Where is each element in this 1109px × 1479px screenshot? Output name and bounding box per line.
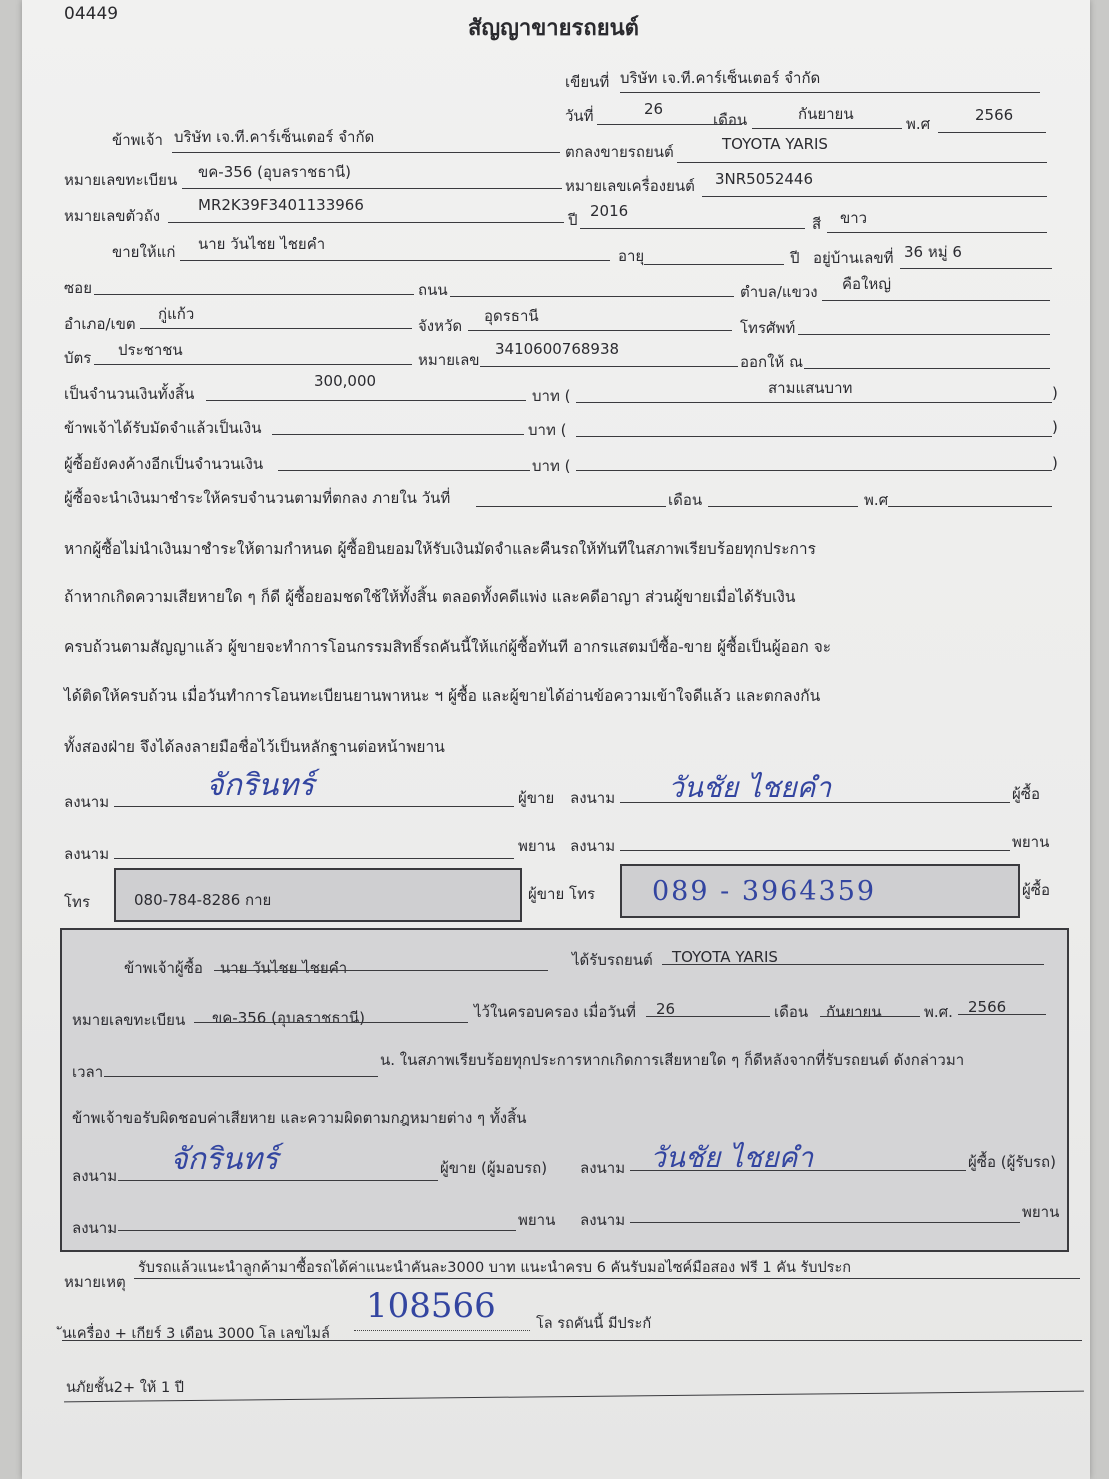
house-label: อยู่บ้านเลขที่ (813, 249, 894, 267)
receipt-condition-text: น. ในสภาพเรียบร้อยทุกประการหากเกิดการเสียหายใด ๆ ก็ดีหลังจากที่รับรถยนต์ ดังกล่าวมา (380, 1051, 965, 1069)
receipt-month: กันยายน (826, 1003, 882, 1021)
receipt-seller-signature: จักรินทร์ (170, 1142, 279, 1177)
road-label: ถนน (418, 281, 448, 299)
receipt-year: 2566 (968, 998, 1007, 1016)
seller-phone: 080-784-8286 กาย (134, 891, 272, 909)
deposit-label: ข้าพเจ้าได้รับมัดจำแล้วเป็นเงิน (64, 419, 262, 437)
plate-label: หมายเลขทะเบียน (64, 171, 178, 189)
age-unit: ปี (790, 249, 800, 267)
receipt-buyer-signature: วันชัย ไชยคำ (650, 1141, 814, 1174)
district-value: กู่แก้ว (158, 305, 195, 323)
deposit-baht-label: บาท ( (528, 421, 567, 439)
witness-role-label: พยาน (518, 837, 556, 855)
remark-line3: นภัยชั้น2+ ให้ 1 ปี (66, 1380, 184, 1396)
witness2-sign-label: ลงนาม (570, 837, 616, 855)
receipt-buyer-label: ข้าพเจ้าผู้ซื้อ (124, 959, 203, 977)
month-label: เดือน (713, 111, 748, 129)
soi-label: ซอย (64, 279, 92, 297)
district-label: อำเภอ/เขต (64, 315, 136, 333)
year-label: พ.ศ (906, 115, 931, 133)
buyer-phone-role: ผู้ซื้อ (1022, 881, 1050, 899)
seller-name: บริษัท เจ.ที.คาร์เซ็นเตอร์ จำกัด (174, 128, 375, 146)
terms-line: หากผู้ซื้อไม่นำเงินมาชำระให้ตามกำหนด ผู้ซื้อยินยอมให้รับเงินมัดจำและคืนรถให้ทันทีในสภาพเรียบร้อยทุกประการ (64, 540, 816, 558)
receipt-liability-text: ข้าพเจ้าขอรับผิดชอบค่าเสียหาย และความผิดตามกฎหมายต่าง ๆ ทั้งสิ้น (72, 1109, 527, 1127)
id-number-value: 3410600768938 (495, 340, 620, 358)
terms-line: ได้ติดให้ครบถ้วน เมื่อวันทำการโอนทะเบียนยานพาหนะ ฯ ผู้ซื้อ และผู้ขายได้อ่านข้อความเข้าใจดีแล้ว และตกลงกัน (64, 687, 821, 705)
color-label: สี (812, 215, 822, 233)
terms-line: ทั้งสองฝ่าย จึงได้ลงลายมือชื่อไว้เป็นหลักฐานต่อหน้าพยาน (64, 738, 445, 756)
buyer-phone: 089 - 3964359 (652, 876, 877, 907)
car-model: TOYOTA YARIS (722, 135, 828, 153)
total-baht-label: บาท ( (532, 387, 571, 405)
receipt-year-label: พ.ศ. (924, 1003, 953, 1021)
sold-to-label: ขายให้แก่ (112, 243, 176, 261)
buyer-sign-label: ลงนาม (570, 789, 616, 807)
witness2-role-label: พยาน (1012, 833, 1050, 851)
province-value: อุดรธานี (484, 307, 539, 325)
receipt-buyer-role: ผู้ซื้อ (ผู้รับรถ) (968, 1153, 1056, 1171)
age-label: อายุ (618, 247, 645, 265)
remaining-label: ผู้ซื้อยังคงค้างอีกเป็นจำนวนเงิน (64, 455, 264, 473)
card-value: ประชาชน (118, 341, 183, 359)
house-value: 36 หมู่ 6 (904, 243, 962, 261)
date-month: กันยายน (798, 105, 854, 123)
receipt-witness2-role: พยาน (1022, 1203, 1060, 1221)
receipt-witness2-sign-label: ลงนาม (580, 1211, 626, 1229)
receipt-witness-sign-label: ลงนาม (72, 1219, 118, 1237)
written-at-label: เขียนที่ (565, 73, 610, 91)
date-year: 2566 (975, 106, 1014, 124)
witness-sign-label: ลงนาม (64, 845, 110, 863)
subdistrict-value: คือใหญ่ (842, 275, 892, 293)
written-at-value: บริษัท เจ.ที.คาร์เซ็นเตอร์ จำกัด (620, 69, 821, 87)
due-label: ผู้ซื้อจะนำเงินมาชำระให้ครบจำนวนตามที่ตกลง ภายใน วันที่ (64, 489, 451, 507)
chassis-label: หมายเลขตัวถัง (64, 207, 161, 225)
deposit-close-paren: ) (1052, 418, 1058, 436)
agree-sell-label: ตกลงขายรถยนต์ (565, 143, 674, 161)
receipt-day: 26 (656, 1000, 676, 1018)
remark-line2b: โล รถคันนี้ มีประกั (536, 1316, 652, 1332)
receipt-time-label: เวลา (72, 1063, 104, 1081)
received-car: TOYOTA YARIS (672, 948, 778, 966)
engine-value: 3NR5052446 (715, 170, 813, 188)
receipt-plate-label: หมายเลขทะเบียน (72, 1011, 186, 1029)
vehicle-year-label: ปี (568, 211, 578, 229)
possession-label: ไว้ในครอบครอง เมื่อวันที่ (474, 1003, 636, 1021)
plate-value: ขค-356 (อุบลราชธานี) (198, 163, 352, 181)
document-number: 04449 (64, 4, 119, 24)
seller-sign-label: ลงนาม (64, 793, 110, 811)
total-amount: 300,000 (314, 372, 377, 390)
engine-label: หมายเลขเครื่องยนต์ (565, 177, 695, 195)
receipt-buyer-name: นาย วันไชย ไชยคำ (220, 959, 348, 977)
total-close-paren: ) (1052, 384, 1058, 402)
remaining-baht-label: บาท ( (532, 457, 571, 475)
receipt-month-label: เดือน (774, 1003, 809, 1021)
document-title: สัญญาขายรถยนต์ (468, 16, 639, 41)
remark-line2a: ันเครื่อง + เกียร์ 3 เดือน 3000 โล เลขไมล์ (62, 1326, 330, 1342)
date-day: 26 (644, 100, 664, 118)
receipt-witness-role: พยาน (518, 1211, 556, 1229)
subdistrict-label: ตำบล/แขวง (740, 283, 818, 301)
terms-line: ถ้าหากเกิดความเสียหายใด ๆ ก็ดี ผู้ซื้อยอมชดใช้ให้ทั้งสิ้น ตลอดทั้งคดีแพ่ง และคดีอาญา ส่วนผู้ขายเมื่อได้รับเงิน (64, 588, 796, 606)
province-label: จังหวัด (418, 317, 463, 335)
receipt-buyer-sign-label: ลงนาม (580, 1159, 626, 1177)
id-number-label: หมายเลข (418, 351, 480, 369)
remark-label: หมายเหตุ (64, 1273, 126, 1291)
vehicle-year-value: 2016 (590, 202, 629, 220)
terms-line: ครบถ้วนตามสัญญาแล้ว ผู้ขายจะทำการโอนกรรมสิทธิ์รถคันนี้ให้แก่ผู้ซื้อทันที อากรแสตมป์ซื้อ-ขาย ผู้ซื้อเป็นผู้ออก จะ (64, 638, 832, 656)
card-label: บัตร (64, 349, 92, 367)
seller-signature: จักรินทร์ (206, 768, 315, 803)
issued-at-label: ออกให้ ณ (740, 353, 803, 371)
receipt-plate: ขค-356 (อุบลราชธานี) (212, 1009, 366, 1027)
chassis-value: MR2K39F3401133966 (198, 196, 364, 214)
phone-label: โทรศัพท์ (740, 319, 796, 337)
seller-role-label: ผู้ขาย (518, 789, 555, 807)
date-label: วันที่ (565, 107, 594, 125)
receipt-seller-role: ผู้ขาย (ผู้มอบรถ) (440, 1159, 548, 1177)
seller-tel-label: ผู้ขาย โทร (528, 885, 596, 903)
total-words: สามแสนบาท (768, 379, 853, 397)
mileage-handwritten: 108566 (366, 1286, 496, 1326)
receipt-seller-sign-label: ลงนาม (72, 1167, 118, 1185)
received-car-label: ได้รับรถยนต์ (572, 951, 653, 969)
buyer-role-label: ผู้ซื้อ (1012, 785, 1040, 803)
receipt-box (60, 928, 1069, 1252)
seller-label: ข้าพเจ้า (112, 131, 163, 149)
total-label: เป็นจำนวนเงินทั้งสิ้น (64, 385, 195, 403)
color-value: ขาว (840, 209, 868, 227)
remaining-close-paren: ) (1052, 454, 1058, 472)
tel-label: โทร (64, 893, 91, 911)
due-year-label: พ.ศ (864, 491, 889, 509)
buyer-signature: วันชัย ไชยคำ (668, 771, 832, 804)
due-month-label: เดือน (668, 491, 703, 509)
buyer-name: นาย วันไชย ไชยคำ (198, 235, 326, 253)
remark-line1: รับรถแล้วแนะนำลูกค้ามาซื้อรถได้ค่าแนะนำคันละ3000 บาท แนะนำครบ 6 คันรับมอไซค์มือสอง ฟรี 1 คัน รับประก (138, 1260, 852, 1276)
